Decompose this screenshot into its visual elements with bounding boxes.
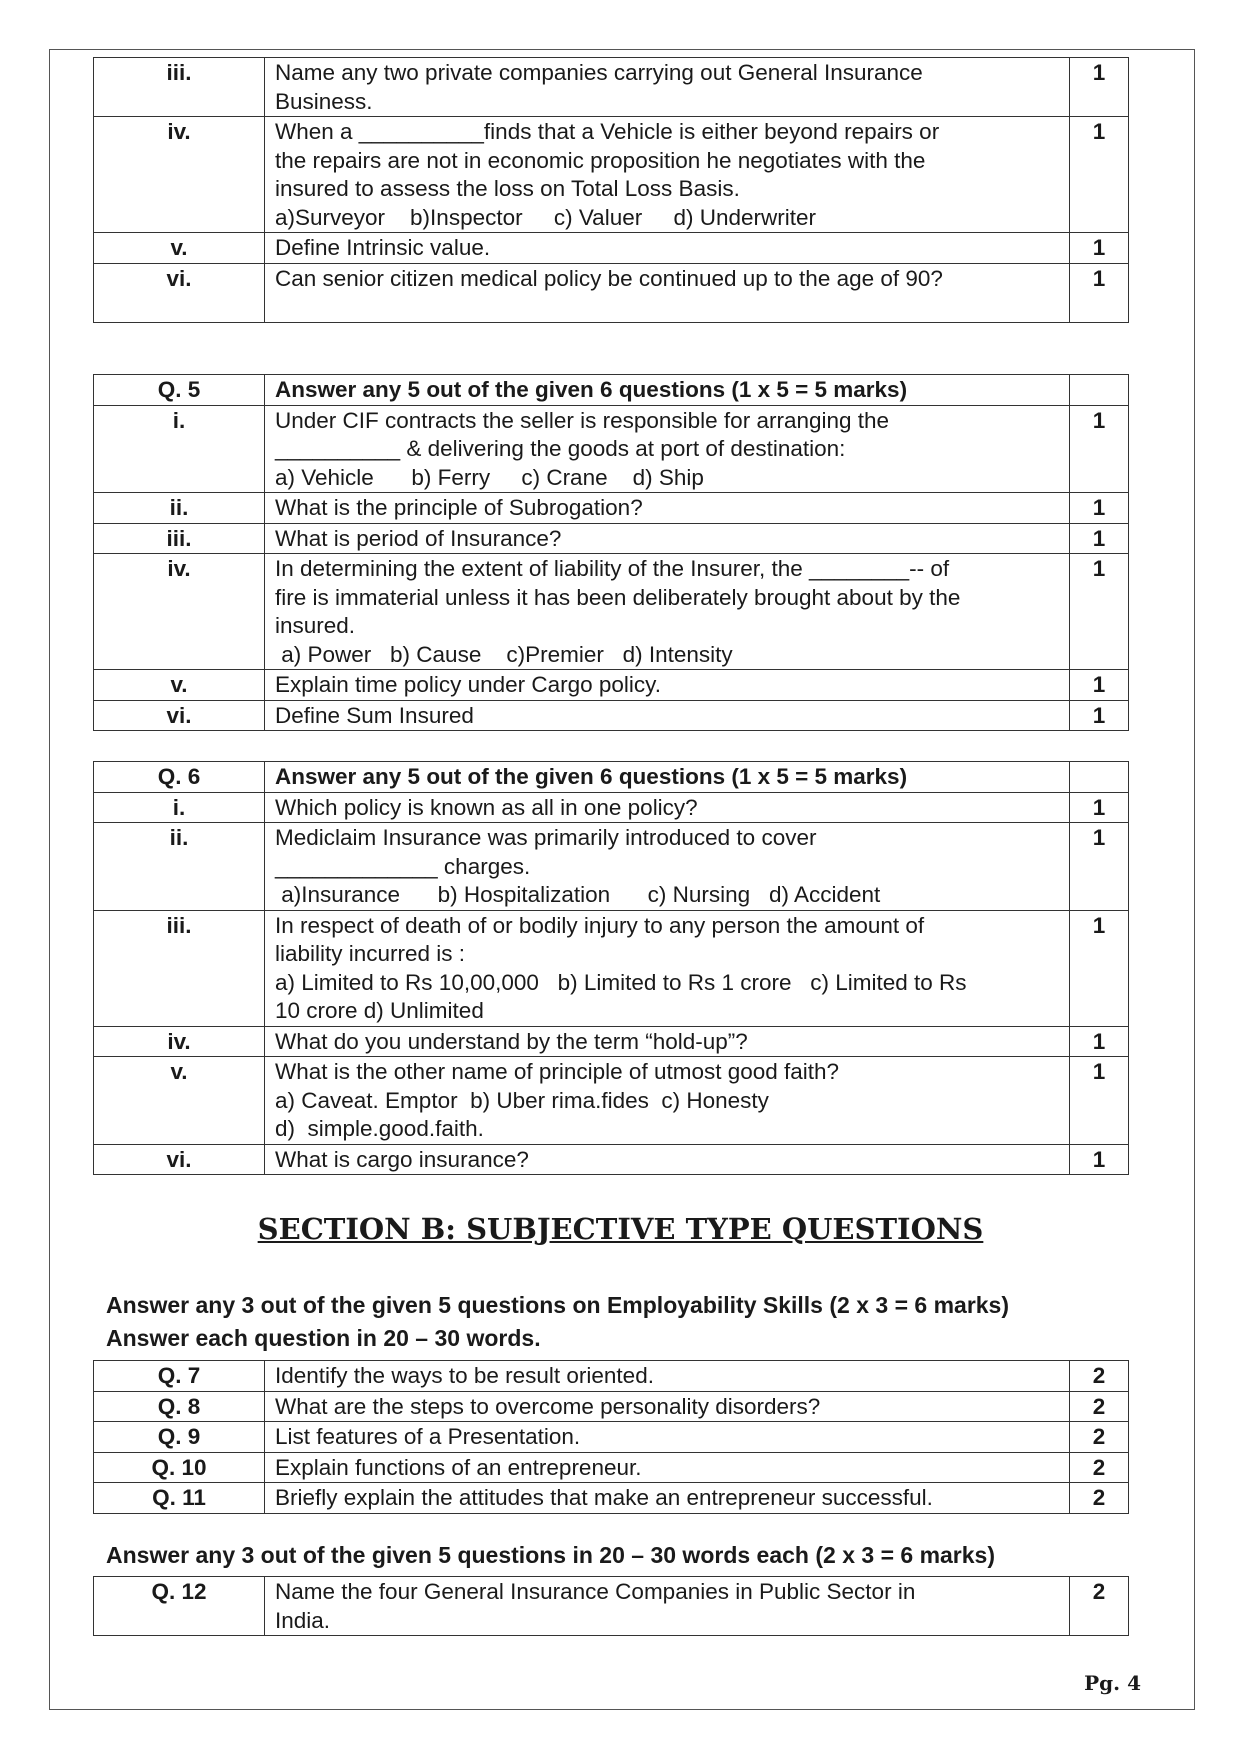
- question-number: Q. 5: [94, 375, 265, 406]
- item-number: Q. 9: [94, 1422, 265, 1453]
- item-number: v.: [94, 670, 265, 701]
- table-row: [94, 1057, 1129, 1145]
- item-number: i.: [94, 405, 265, 493]
- question-line: In respect of death of or bodily injury to any person the amount of: [275, 912, 925, 938]
- question-line: Under CIF contracts the seller is responsible for arranging the: [275, 407, 890, 433]
- employability-instruction: Answer any 3 out of the given 5 questions on Employability Skills (2 x 3 = 6 marks): [106, 1292, 1010, 1318]
- question-text: [265, 405, 1070, 493]
- question-line: Name any two private companies carrying out General Insurance: [275, 60, 923, 85]
- table-row: [94, 1577, 1129, 1636]
- table-row: [94, 493, 1129, 524]
- question-text: [265, 1577, 1070, 1636]
- question-line: Define Intrinsic value.: [275, 235, 491, 260]
- marks-cell: 1: [1070, 823, 1129, 911]
- item-number: vi.: [94, 263, 265, 322]
- question-line: What is the other name of principle of utmost good faith?: [275, 1059, 840, 1084]
- marks-cell: 2: [1070, 1577, 1129, 1636]
- question-table-employability: [93, 1360, 1129, 1514]
- table-row: [94, 1026, 1129, 1057]
- question-table-q5: [93, 374, 1129, 731]
- question-line: What are the steps to overcome personality disorders?: [275, 1393, 821, 1419]
- item-number: Q. 12: [94, 1577, 265, 1636]
- marks-cell: 1: [1070, 405, 1129, 493]
- marks-cell: 1: [1070, 523, 1129, 554]
- question-text: [265, 263, 1070, 322]
- question-line: Explain time policy under Cargo policy.: [275, 672, 662, 697]
- question-table-q4-continued: [93, 57, 1129, 323]
- question-line: d) simple.good.faith.: [275, 1116, 484, 1141]
- table-row: [94, 58, 1129, 117]
- item-number: vi.: [94, 700, 265, 731]
- table-row: [94, 523, 1129, 554]
- marks-cell: 1: [1070, 1026, 1129, 1057]
- item-number: iii.: [94, 58, 265, 117]
- marks-cell: [1070, 375, 1129, 406]
- marks-cell: 1: [1070, 700, 1129, 731]
- table-row: [94, 910, 1129, 1026]
- marks-cell: 1: [1070, 1144, 1129, 1175]
- question-text: [265, 910, 1070, 1026]
- item-number: Q. 8: [94, 1391, 265, 1422]
- question-text: [265, 493, 1070, 524]
- table-row: [94, 792, 1129, 823]
- employability-word-limit: Answer each question in 20 – 30 words.: [106, 1325, 541, 1351]
- item-number: v.: [94, 233, 265, 264]
- table-row: [94, 670, 1129, 701]
- marks-cell: 1: [1070, 58, 1129, 117]
- table-row: [94, 233, 1129, 264]
- marks-cell: 2: [1070, 1391, 1129, 1422]
- question-text: [265, 117, 1070, 233]
- marks-cell: 2: [1070, 1422, 1129, 1453]
- marks-cell: [1070, 762, 1129, 793]
- subjective-instruction: Answer any 3 out of the given 5 questions in 20 – 30 words each (2 x 3 = 6 marks): [106, 1542, 996, 1568]
- item-number: ii.: [94, 493, 265, 524]
- item-number: i.: [94, 792, 265, 823]
- question-line: a) Vehicle b) Ferry c) Crane d) Ship: [275, 464, 704, 490]
- marks-cell: 1: [1070, 233, 1129, 264]
- question-line: When a __________finds that a Vehicle is either beyond repairs or: [275, 119, 940, 144]
- question-text: [265, 523, 1070, 554]
- question-text: [265, 1391, 1070, 1422]
- question-line: List features of a Presentation.: [275, 1424, 581, 1449]
- question-text: [265, 1483, 1070, 1514]
- question-text: [265, 1452, 1070, 1483]
- question-line: Define Sum Insured: [275, 702, 474, 728]
- question-line: a) Power b) Cause c)Premier d) Intensity: [275, 641, 733, 667]
- section-title: SECTION B: SUBJECTIVE TYPE QUESTIONS: [257, 1212, 984, 1246]
- table-row: [94, 263, 1129, 322]
- question-line: fire is immaterial unless it has been deliberately brought about by the: [275, 584, 961, 610]
- item-number: iii.: [94, 910, 265, 1026]
- question-text: [265, 700, 1070, 731]
- item-number: iv.: [94, 554, 265, 670]
- question-text: [265, 792, 1070, 823]
- question-text: [265, 1057, 1070, 1145]
- table-row: [94, 700, 1129, 731]
- item-number: Q. 11: [94, 1483, 265, 1514]
- question-instruction: Answer any 5 out of the given 6 questions (1 x 5 = 5 marks): [265, 762, 1070, 793]
- marks-cell: 2: [1070, 1452, 1129, 1483]
- item-number: iv.: [94, 1026, 265, 1057]
- question-text: [265, 670, 1070, 701]
- table-row: [94, 554, 1129, 670]
- item-number: Q. 7: [94, 1361, 265, 1392]
- table-row: [94, 1452, 1129, 1483]
- table-row: [94, 1422, 1129, 1453]
- table-row: [94, 405, 1129, 493]
- question-line: [275, 293, 1059, 322]
- question-line: Business.: [275, 88, 373, 114]
- page-number: Pg. 4: [1084, 1671, 1141, 1695]
- item-number: iii.: [94, 523, 265, 554]
- question-line: Which policy is known as all in one policy?: [275, 794, 698, 820]
- question-number: Q. 6: [94, 762, 265, 793]
- question-line: __________ & delivering the goods at port of destination:: [275, 436, 846, 461]
- marks-cell: 1: [1070, 670, 1129, 701]
- question-line: a) Limited to Rs 10,00,000 b) Limited to Rs 1 crore c) Limited to Rs: [275, 969, 967, 995]
- question-line: 10 crore d) Unlimited: [275, 998, 484, 1023]
- question-text: [265, 554, 1070, 670]
- question-line: the repairs are not in economic proposition he negotiates with the: [275, 147, 926, 173]
- question-line: What do you understand by the term “hold-up”?: [275, 1028, 748, 1054]
- question-table-subjective: [93, 1576, 1129, 1636]
- marks-cell: 1: [1070, 1057, 1129, 1145]
- question-text: [265, 823, 1070, 911]
- question-text: [265, 58, 1070, 117]
- marks-cell: 2: [1070, 1361, 1129, 1392]
- question-text: [265, 1026, 1070, 1057]
- marks-cell: 1: [1070, 493, 1129, 524]
- table-row: [94, 1144, 1129, 1175]
- question-text: [265, 233, 1070, 264]
- item-number: v.: [94, 1057, 265, 1145]
- question-text: [265, 1361, 1070, 1392]
- marks-cell: 1: [1070, 117, 1129, 233]
- question-line: In determining the extent of liability of the Insurer, the ________-- of: [275, 556, 950, 581]
- item-number: iv.: [94, 117, 265, 233]
- question-line: What is the principle of Subrogation?: [275, 495, 643, 520]
- marks-cell: 1: [1070, 554, 1129, 670]
- question-text: [265, 1144, 1070, 1175]
- question-line: a)Insurance b) Hospitalization c) Nursing d) Accident: [275, 882, 881, 907]
- question-line: liability incurred is :: [275, 941, 466, 966]
- question-line: Can senior citizen medical policy be continued up to the age of 90?: [275, 265, 943, 291]
- question-table-q6: [93, 761, 1129, 1175]
- table-header-row: [94, 375, 1129, 406]
- question-line: insured.: [275, 613, 356, 638]
- question-line: _____________ charges.: [275, 853, 531, 879]
- table-row: [94, 1483, 1129, 1514]
- marks-cell: 2: [1070, 1483, 1129, 1514]
- table-row: [94, 1391, 1129, 1422]
- question-line: Mediclaim Insurance was primarily introduced to cover: [275, 825, 817, 850]
- question-line: Name the four General Insurance Companies in Public Sector in: [275, 1579, 916, 1604]
- marks-cell: 1: [1070, 910, 1129, 1026]
- question-line: What is cargo insurance?: [275, 1146, 529, 1172]
- marks-cell: 1: [1070, 792, 1129, 823]
- question-line: Identify the ways to be result oriented.: [275, 1363, 654, 1388]
- question-line: What is period of Insurance?: [275, 525, 562, 551]
- question-line: insured to assess the loss on Total Loss Basis.: [275, 176, 740, 201]
- question-instruction: Answer any 5 out of the given 6 questions (1 x 5 = 5 marks): [265, 375, 1070, 406]
- question-text: [265, 1422, 1070, 1453]
- question-line: India.: [275, 1607, 331, 1633]
- item-number: ii.: [94, 823, 265, 911]
- table-row: [94, 823, 1129, 911]
- marks-cell: 1: [1070, 263, 1129, 322]
- item-number: vi.: [94, 1144, 265, 1175]
- question-line: Explain functions of an entrepreneur.: [275, 1454, 642, 1480]
- question-line: Briefly explain the attitudes that make an entrepreneur successful.: [275, 1485, 933, 1510]
- question-line: a) Caveat. Emptor b) Uber rima.fides c) Honesty: [275, 1087, 769, 1113]
- item-number: Q. 10: [94, 1452, 265, 1483]
- table-row: [94, 117, 1129, 233]
- question-line: a)Surveyor b)Inspector c) Valuer d) Underwriter: [275, 204, 817, 230]
- table-row: [94, 1361, 1129, 1392]
- table-header-row: [94, 762, 1129, 793]
